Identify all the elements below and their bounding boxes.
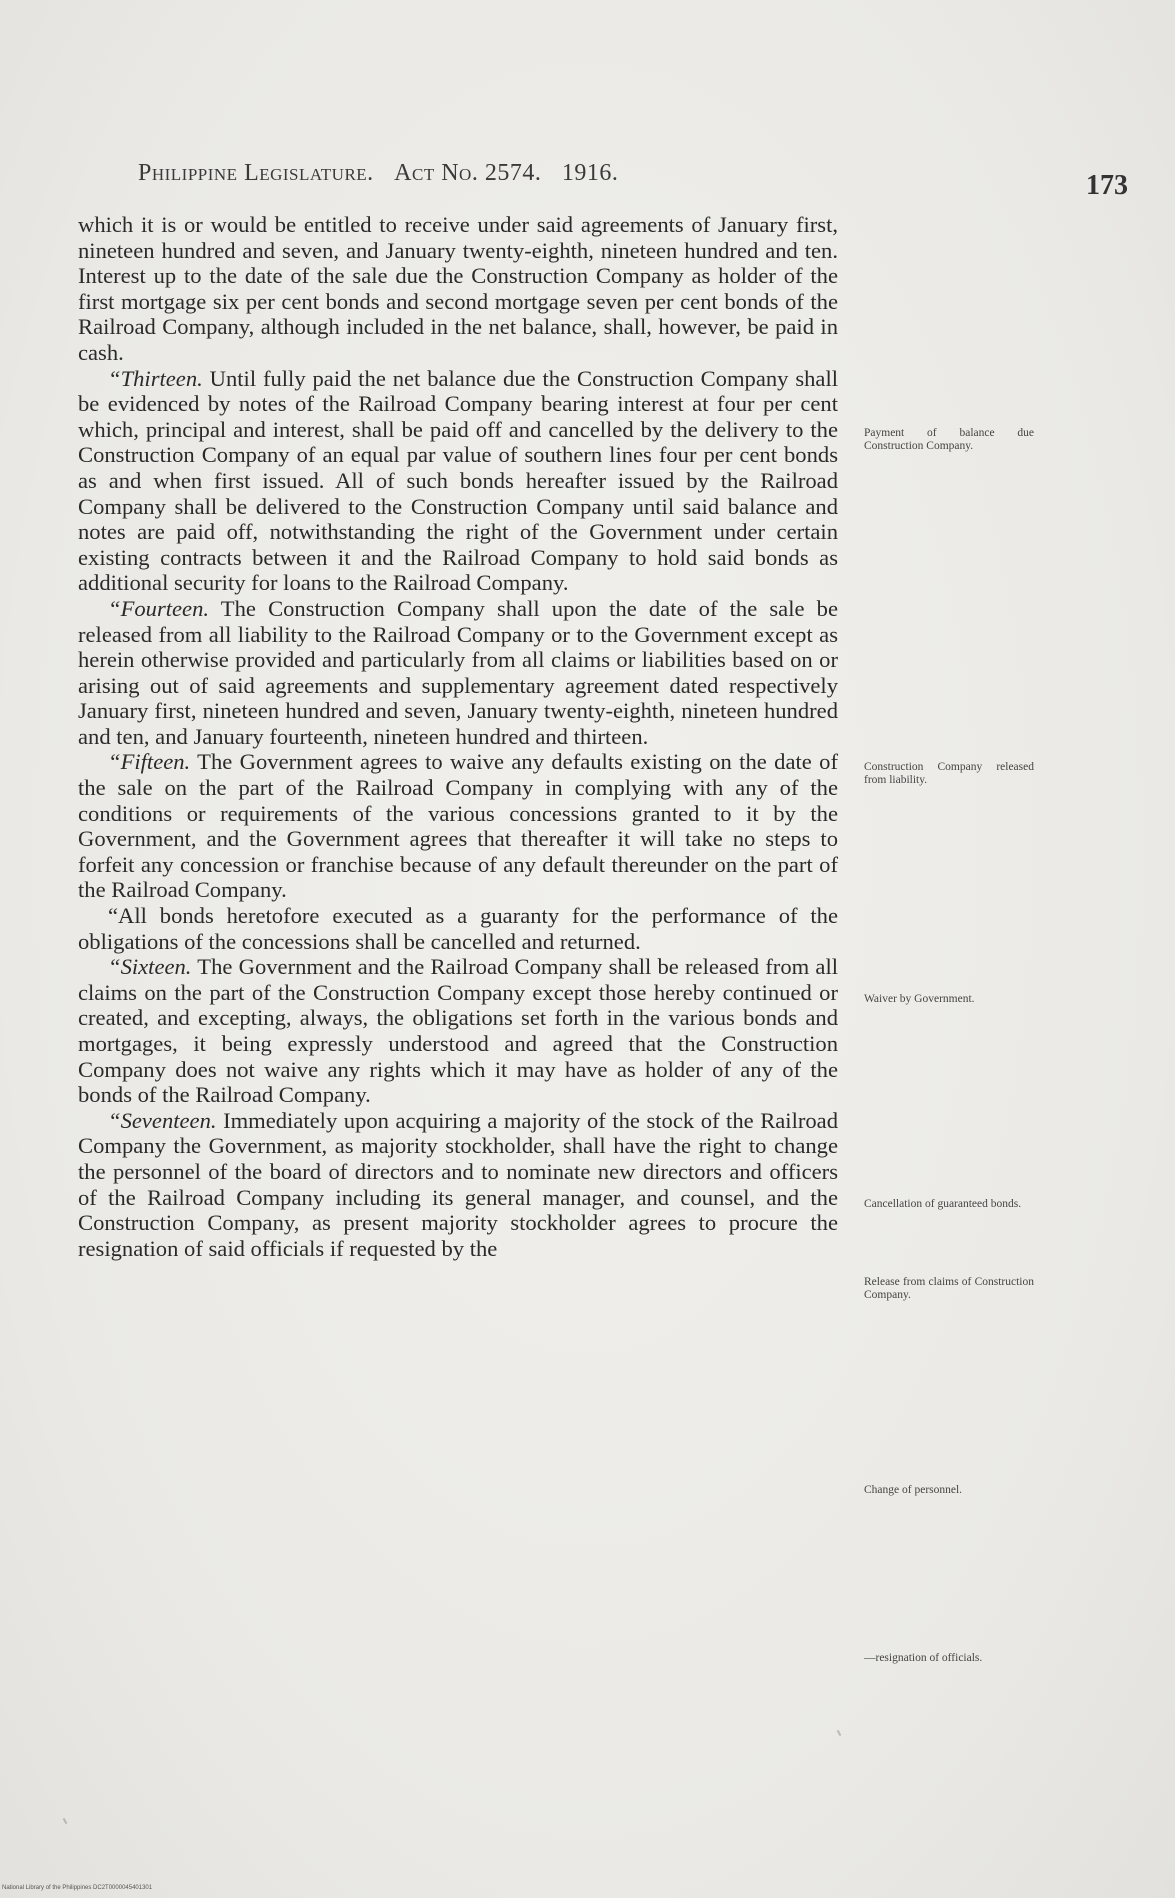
section-lead: “Fifteen.	[108, 749, 191, 775]
margin-note: —resignation of officials.	[864, 1652, 983, 1664]
paragraph-seventeen: “Seventeen. Immediately upon acquiring a majority of the stock of the Railroad Company the Government, as majority stockholder, shall have the right to change the personnel of the board of directors and to nominate new directors and officers of the Railroad Company including its general manager, and counsel, and the Construction Company, as present majority stockholder agrees to procure the resignation of said officials if requested by the	[78, 1107, 838, 1261]
body-text	[78, 212, 838, 1261]
paper-speck	[63, 1818, 68, 1824]
margin-note: Construction Company released from liability.	[864, 761, 1034, 786]
section-lead: “Fourteen.	[108, 595, 210, 621]
year: 1916.	[561, 160, 619, 186]
library-footer: National Library of the Philippines DC2T0000045401301	[2, 1885, 153, 1891]
section-lead: “Thirteen.	[108, 365, 203, 391]
paragraph-bonds: “All bonds heretofore executed as a guaranty for the performance of the obligations of the concessions shall be cancelled and returned.	[78, 903, 838, 954]
paragraph-fourteen: “Fourteen. The Construction Company shall upon the date of the sale be released from all liability to the Railroad Company or to the Government except as herein otherwise provided and particularly from all claims or liabilities based on or arising out of said agreements and supplementary agreement dated respectively January first, nineteen hundred and seven, January twenty-eighth, nineteen hundred and ten, and January fourteenth, nineteen hundred and thirteen.	[78, 595, 838, 749]
margin-note: Cancellation of guaranteed bonds.	[864, 1198, 1022, 1210]
section-lead: “Sixteen.	[108, 954, 192, 980]
margin-note: Change of personnel.	[864, 1484, 963, 1496]
section-lead: “Seventeen.	[108, 1107, 217, 1133]
paragraph: which it is or would be entitled to receive under said agreements of January first, nineteen hundred and seven, and January twenty-eighth, nineteen hundred and ten. Interest up to the date of the sale due the Construction Company as holder of the first mortgage six per cent bonds and second mortgage seven per cent bonds of the Railroad Company, although included in the net balance, shall, however, be paid in cash.	[78, 212, 838, 365]
page-number: 173	[1086, 170, 1128, 201]
paragraph-sixteen: “Sixteen. The Government and the Railroad Company shall be released from all claims on the part of the Construction Company except those hereby continued or created, and excepting, always, the obligations set forth in the various bonds and mortgages, it being expressly understood and agreed that the Construction Company does not waive any rights which it may have as holder of any of the bonds of the Railroad Company.	[78, 954, 838, 1108]
paragraph-fifteen: “Fifteen. The Government agrees to waive any defaults existing on the date of the sale on the part of the Railroad Company in complying with any of the conditions or requirements of the various concessions granted to it by the Government, and the Government agrees that thereafter it will take no steps to forfeit any concession or franchise because of any default thereunder on the part of the Railroad Company.	[78, 749, 838, 903]
margin-note: Release from claims of Construction Company.	[864, 1276, 1034, 1301]
legislature-title: Philippine Legislature.	[138, 160, 374, 186]
act-number: Act No. 2574.	[394, 160, 542, 186]
paper-speck	[837, 1730, 842, 1736]
margin-note: Payment of balance due Construction Company.	[864, 427, 1034, 452]
margin-note: Waiver by Government.	[864, 993, 975, 1005]
paragraph-thirteen: “Thirteen. Until fully paid the net balance due the Construction Company shall be evidenced by notes of the Railroad Company bearing interest at four per cent which, principal and interest, shall be paid off and cancelled by the delivery to the Construction Company of an equal par value of southern lines four per cent bonds as and when first issued. All of such bonds hereafter issued by the Railroad Company shall be delivered to the Construction Company until said balance and notes are paid off, notwithstanding the right of the Government under certain existing contracts between it and the Railroad Company to hold said bonds as additional security for loans to the Railroad Company.	[78, 365, 838, 596]
running-head	[138, 160, 632, 187]
